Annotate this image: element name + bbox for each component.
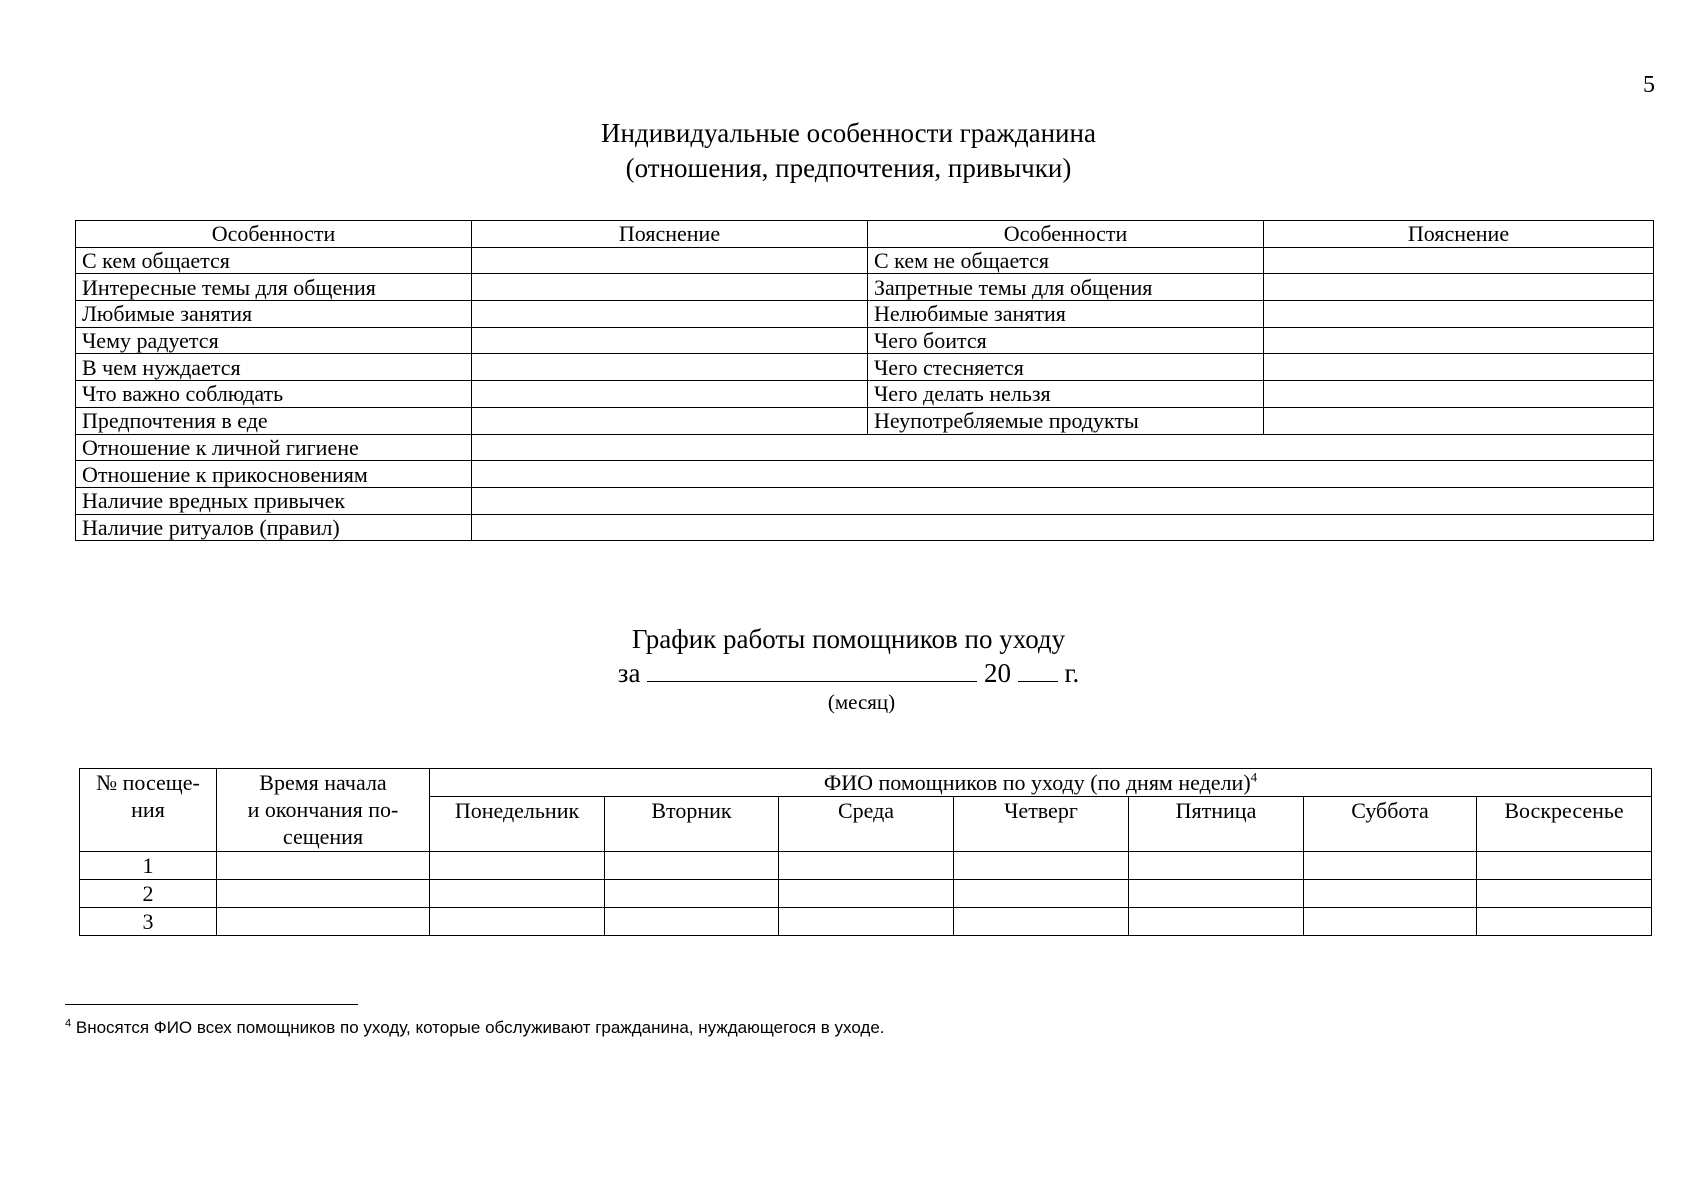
- features-row: [76, 381, 1654, 408]
- features-header-row: [76, 221, 1654, 248]
- assistant-cell[interactable]: [1477, 852, 1652, 880]
- assistant-cell[interactable]: [779, 880, 954, 908]
- footnote-ref: 4: [1250, 769, 1258, 785]
- day-wednesday: Среда: [779, 797, 954, 852]
- feature-label: Отношение к прикосновениям: [76, 461, 472, 488]
- explanation-cell-wide[interactable]: [472, 514, 1654, 541]
- year-prefix: 20: [983, 658, 1011, 688]
- feature-label: Отношение к личной гигиене: [76, 434, 472, 461]
- explanation-cell[interactable]: [472, 354, 868, 381]
- assistant-cell[interactable]: [954, 880, 1129, 908]
- feature-label: С кем общается: [76, 247, 472, 274]
- schedule-title: График работы помощников по уходу: [631, 624, 1066, 654]
- header-assistants-label: ФИО помощников по уходу (по дням недели): [823, 770, 1251, 795]
- features-row-wide: [76, 487, 1654, 514]
- explanation-cell[interactable]: [1264, 327, 1654, 354]
- features-row: [76, 354, 1654, 381]
- assistant-cell[interactable]: [779, 908, 954, 936]
- day-monday: Понедельник: [430, 797, 605, 852]
- features-row: [76, 274, 1654, 301]
- feature-label: Неупотребляемые продукты: [868, 407, 1264, 434]
- visit-time-cell[interactable]: [217, 908, 430, 936]
- features-title: Индивидуальные особенности гражданина: [601, 118, 1096, 148]
- day-thursday: Четверг: [954, 797, 1129, 852]
- header-visit-time: [217, 769, 430, 852]
- footnote-text: Вносятся ФИО всех помощников по уходу, которые обслуживают гражданина, нуждающегося в уходе.: [75, 1018, 885, 1037]
- assistant-cell[interactable]: [1477, 880, 1652, 908]
- features-subtitle: (отношения, предпочтения, привычки): [625, 153, 1072, 183]
- assistant-cell[interactable]: [605, 908, 779, 936]
- schedule-row: [80, 908, 1652, 936]
- year-blank[interactable]: [1018, 657, 1058, 682]
- features-row-wide: [76, 434, 1654, 461]
- assistant-cell[interactable]: [430, 880, 605, 908]
- visit-number: 1: [80, 852, 217, 880]
- explanation-cell[interactable]: [472, 247, 868, 274]
- footnote-separator: [65, 1004, 358, 1005]
- explanation-cell[interactable]: [472, 381, 868, 408]
- header-explanation-right: Пояснение: [1264, 221, 1654, 248]
- visit-time-cell[interactable]: [217, 880, 430, 908]
- explanation-cell[interactable]: [472, 407, 868, 434]
- explanation-cell-wide[interactable]: [472, 487, 1654, 514]
- feature-label: Запретные темы для общения: [868, 274, 1264, 301]
- day-saturday: Суббота: [1304, 797, 1477, 852]
- features-row: [76, 301, 1654, 328]
- assistant-cell[interactable]: [1129, 908, 1304, 936]
- schedule-table: [79, 768, 1652, 936]
- feature-label: Наличие ритуалов (правил): [76, 514, 472, 541]
- header-visit-time-line2: и окончания по-: [247, 797, 399, 822]
- day-tuesday: Вторник: [605, 797, 779, 852]
- header-visit-number-line1: № посеще-: [96, 770, 200, 795]
- explanation-cell[interactable]: [1264, 354, 1654, 381]
- header-features-right: Особенности: [868, 221, 1264, 248]
- month-blank[interactable]: [647, 657, 977, 682]
- explanation-cell-wide[interactable]: [472, 461, 1654, 488]
- features-row-wide: [76, 461, 1654, 488]
- assistant-cell[interactable]: [954, 908, 1129, 936]
- feature-label: Нелюбимые занятия: [868, 301, 1264, 328]
- explanation-cell[interactable]: [1264, 247, 1654, 274]
- header-assistants-group: [430, 769, 1652, 797]
- feature-label: Наличие вредных привычек: [76, 487, 472, 514]
- explanation-cell[interactable]: [1264, 274, 1654, 301]
- header-visit-number: [80, 769, 217, 852]
- feature-label: Чего стесняется: [868, 354, 1264, 381]
- feature-label: В чем нуждается: [76, 354, 472, 381]
- assistant-cell[interactable]: [605, 880, 779, 908]
- assistant-cell[interactable]: [1477, 908, 1652, 936]
- features-row: [76, 407, 1654, 434]
- features-row: [76, 327, 1654, 354]
- schedule-row: [80, 852, 1652, 880]
- assistant-cell[interactable]: [1129, 852, 1304, 880]
- visit-number: 3: [80, 908, 217, 936]
- explanation-cell[interactable]: [472, 301, 868, 328]
- period-line: [0, 656, 1697, 690]
- schedule-row: [80, 880, 1652, 908]
- header-visit-time-line1: Время начала: [259, 770, 387, 795]
- features-row: [76, 247, 1654, 274]
- schedule-header-row: [80, 769, 1652, 797]
- explanation-cell[interactable]: [1264, 407, 1654, 434]
- header-visit-time-line3: сещения: [282, 824, 364, 849]
- page-number: 5: [1643, 72, 1655, 98]
- feature-label: С кем не общается: [868, 247, 1264, 274]
- footnote: [65, 1018, 885, 1038]
- explanation-cell[interactable]: [1264, 301, 1654, 328]
- assistant-cell[interactable]: [430, 908, 605, 936]
- feature-label: Что важно соблюдать: [76, 381, 472, 408]
- assistant-cell[interactable]: [1129, 880, 1304, 908]
- feature-label: Предпочтения в еде: [76, 407, 472, 434]
- day-sunday: Воскресенье: [1477, 797, 1652, 852]
- features-table: [75, 220, 1654, 541]
- assistant-cell[interactable]: [779, 852, 954, 880]
- period-prefix: за: [617, 658, 641, 688]
- assistant-cell[interactable]: [430, 852, 605, 880]
- assistant-cell[interactable]: [954, 852, 1129, 880]
- assistant-cell[interactable]: [1304, 908, 1477, 936]
- header-features-left: Особенности: [76, 221, 472, 248]
- assistant-cell[interactable]: [1304, 852, 1477, 880]
- explanation-cell[interactable]: [472, 274, 868, 301]
- day-friday: Пятница: [1129, 797, 1304, 852]
- explanation-cell-wide[interactable]: [472, 434, 1654, 461]
- assistant-cell[interactable]: [1304, 880, 1477, 908]
- feature-label: Чему радуется: [76, 327, 472, 354]
- explanation-cell[interactable]: [1264, 381, 1654, 408]
- features-row-wide: [76, 514, 1654, 541]
- footnote-mark: 4: [65, 1017, 72, 1030]
- feature-label: Чего боится: [868, 327, 1264, 354]
- feature-label: Интересные темы для общения: [76, 274, 472, 301]
- visit-number: 2: [80, 880, 217, 908]
- header-visit-number-line2: ния: [131, 797, 165, 822]
- feature-label: Любимые занятия: [76, 301, 472, 328]
- explanation-cell[interactable]: [472, 327, 868, 354]
- month-caption: (месяц): [827, 690, 896, 714]
- assistant-cell[interactable]: [605, 852, 779, 880]
- visit-time-cell[interactable]: [217, 852, 430, 880]
- year-suffix: г.: [1064, 658, 1080, 688]
- header-explanation-left: Пояснение: [472, 221, 868, 248]
- feature-label: Чего делать нельзя: [868, 381, 1264, 408]
